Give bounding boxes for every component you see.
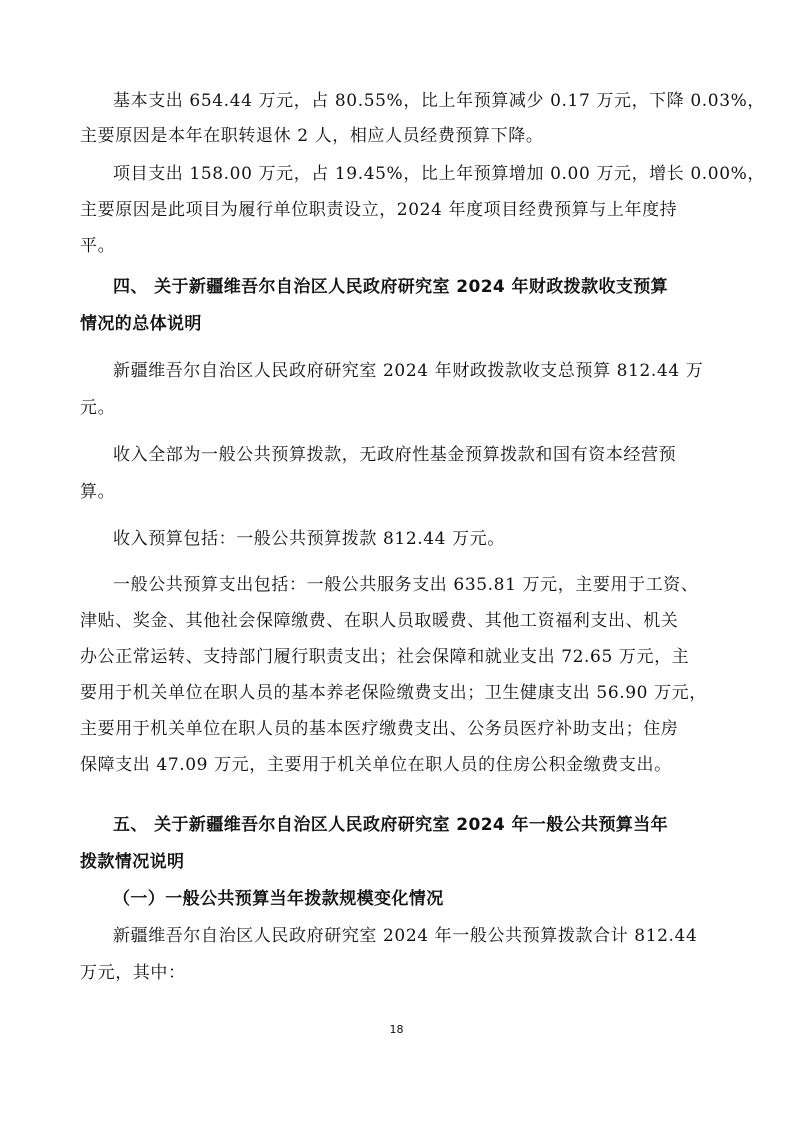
section-5-heading-line-2: 拨款情况说明 [80,852,185,872]
paragraph-basic-expenditure-line-2: 主要原因是本年在职转退休 2 人，相应人员经费预算下降。 [80,126,544,146]
section-4-heading-line-1: 四、 关于新疆维吾尔自治区人民政府研究室 2024 年财政拨款收支预算 [113,277,669,297]
paragraph-total-budget-line-1: 新疆维吾尔自治区人民政府研究室 2024 年财政拨款收支总预算 812.44 万 [113,361,704,381]
paragraph-expenditure-details-line-2: 津贴、奖金、其他社会保障缴费、在职人员取暖费、其他工资福利支出、机关 [80,611,679,631]
paragraph-basic-expenditure-line-1: 基本支出 654.44 万元，占 80.55%，比上年预算减少 0.17 万元，下降 0.03%， [113,91,765,111]
paragraph-expenditure-details-line-6: 保障支出 47.09 万元，主要用于机关单位在职人员的住房公积金缴费支出。 [80,755,672,775]
section-5-subheading: （一）一般公共预算当年拨款规模变化情况 [113,889,444,909]
paragraph-expenditure-details-line-5: 主要用于机关单位在职人员的基本医疗缴费支出、公务员医疗补助支出；住房 [80,719,679,739]
paragraph-total-budget-line-2: 元。 [80,398,116,418]
paragraph-expenditure-details-line-3: 办公正常运转、支持部门履行职责支出；社会保障和就业支出 72.65 万元，主 [80,647,690,667]
paragraph-general-budget-line-2: 万元，其中： [80,963,186,983]
page-number: 18 [389,1023,404,1036]
paragraph-project-expenditure-line-2: 主要原因是此项目为履行单位职责设立，2024 年度项目经费预算与上年度持 [80,200,678,220]
paragraph-income-budget: 收入预算包括：一般公共预算拨款 812.44 万元。 [113,529,505,549]
paragraph-project-expenditure-line-1: 项目支出 158.00 万元，占 19.45%，比上年预算增加 0.00 万元，增长 0.00%， [113,164,765,184]
paragraph-general-budget-line-1: 新疆维吾尔自治区人民政府研究室 2024 年一般公共预算拨款合计 812.44 [113,926,698,946]
paragraph-income-source-line-2: 算。 [80,482,116,502]
paragraph-project-expenditure-line-3: 平。 [80,236,116,256]
paragraph-income-source-line-1: 收入全部为一般公共预算拨款，无政府性基金预算拨款和国有资本经营预 [113,445,677,465]
paragraph-expenditure-details-line-1: 一般公共预算支出包括：一般公共服务支出 635.81 万元，主要用于工资、 [113,575,699,595]
section-5-heading-line-1: 五、 关于新疆维吾尔自治区人民政府研究室 2024 年一般公共预算当年 [113,815,669,835]
paragraph-expenditure-details-line-4: 要用于机关单位在职人员的基本养老保险缴费支出；卫生健康支出 56.90 万元， [80,683,707,703]
section-4-heading-line-2: 情况的总体说明 [80,314,202,334]
